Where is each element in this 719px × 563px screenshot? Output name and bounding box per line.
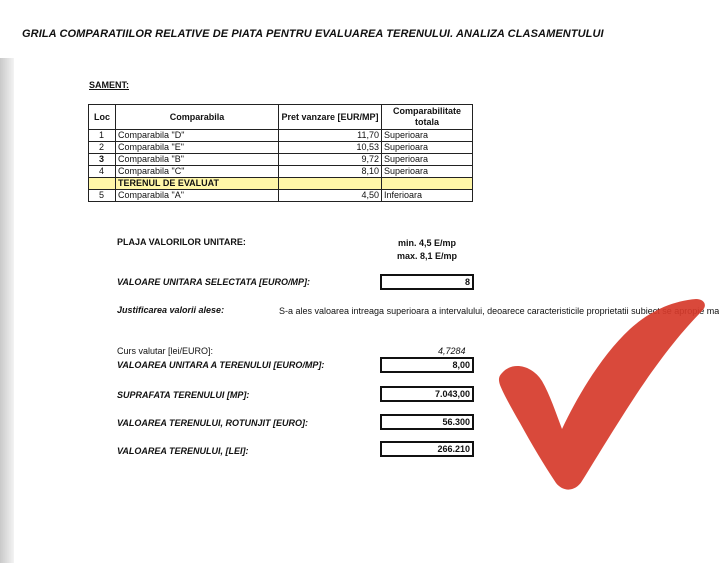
suprafata-label: SUPRAFATA TERENULUI [MP]: <box>117 390 250 400</box>
table-row <box>89 142 473 154</box>
curs-value: 4,7284 <box>438 346 466 356</box>
valoare-unitara-value: 8,00 <box>380 357 474 373</box>
cell-comparabila: Comparabila "C" <box>116 166 279 178</box>
cell-pret: 10,53 <box>279 142 382 154</box>
valoare-lei-label: VALOAREA TERENULUI, [LEI]: <box>117 446 249 456</box>
header-comparabila: Comparabila <box>116 105 279 130</box>
cell-comparabila: Comparabila "B" <box>116 154 279 166</box>
header-pret: Pret vanzare [EUR/MP] <box>279 105 382 130</box>
cell-comparabilitate <box>382 178 473 190</box>
plaja-label: PLAJA VALORILOR UNITARE: <box>117 237 246 247</box>
table-row <box>89 190 473 202</box>
cell-comparabilitate: Superioara <box>382 154 473 166</box>
plaja-max: max. 8,1 E/mp <box>397 251 458 261</box>
justificare-label: Justificarea valorii alese: <box>117 305 225 315</box>
cell-loc: 1 <box>89 130 116 142</box>
cell-comparabilitate: Inferioara <box>382 190 473 202</box>
cell-loc: 2 <box>89 142 116 154</box>
plaja-min: min. 4,5 E/mp <box>398 238 457 248</box>
red-checkmark-icon <box>490 295 719 495</box>
cell-pret: 9,72 <box>279 154 382 166</box>
cell-pret: 4,50 <box>279 190 382 202</box>
valoare-unitara-label: VALOAREA UNITARA A TERENULUI [EURO/MP]: <box>117 360 325 370</box>
cell-comparabila: Comparabila "E" <box>116 142 279 154</box>
cell-loc: 4 <box>89 166 116 178</box>
table-row-subject <box>89 178 473 190</box>
valoare-euro-label: VALOAREA TERENULUI, ROTUNJIT [EURO]: <box>117 418 308 428</box>
cell-loc <box>89 178 116 190</box>
table-header-row <box>89 105 473 130</box>
cell-comparabilitate: Superioara <box>382 142 473 154</box>
table-row <box>89 154 473 166</box>
valoare-euro-value: 56.300 <box>380 414 474 430</box>
table-row <box>89 130 473 142</box>
section-label: SAMENT: <box>89 80 129 90</box>
cell-comparabilitate: Superioara <box>382 166 473 178</box>
cell-comparabila: Comparabila "A" <box>116 190 279 202</box>
cell-loc: 5 <box>89 190 116 202</box>
page-edge-shadow <box>0 58 14 563</box>
justificare-text: S-a ales valoarea intreaga superioara a intervalului, deoarece caracteristicile proprietatii subiect se apropie ma <box>279 306 719 316</box>
cell-comparabila: Comparabila "D" <box>116 130 279 142</box>
curs-label: Curs valutar [lei/EURO]: <box>117 346 214 356</box>
cell-pret: 11,70 <box>279 130 382 142</box>
valoare-lei-value: 266.210 <box>380 441 474 457</box>
suprafata-value: 7.043,00 <box>380 386 474 402</box>
valoare-selectata-value: 8 <box>380 274 474 290</box>
header-loc: Loc <box>89 105 116 130</box>
cell-pret <box>279 178 382 190</box>
cell-loc: 3 <box>89 154 116 166</box>
cell-pret: 8,10 <box>279 166 382 178</box>
document-title: GRILA COMPARATIILOR RELATIVE DE PIATA PENTRU EVALUAREA TERENULUI. ANALIZA CLASAMENTULUI <box>22 28 604 40</box>
cell-comparabila: TERENUL DE EVALUAT <box>116 178 279 190</box>
ranking-table <box>88 104 473 202</box>
cell-comparabilitate: Superioara <box>382 130 473 142</box>
table-row <box>89 166 473 178</box>
header-comparabilitate: Comparabilitate totala <box>382 105 473 130</box>
valoare-selectata-label: VALOARE UNITARA SELECTATA [EURO/MP]: <box>117 277 310 287</box>
